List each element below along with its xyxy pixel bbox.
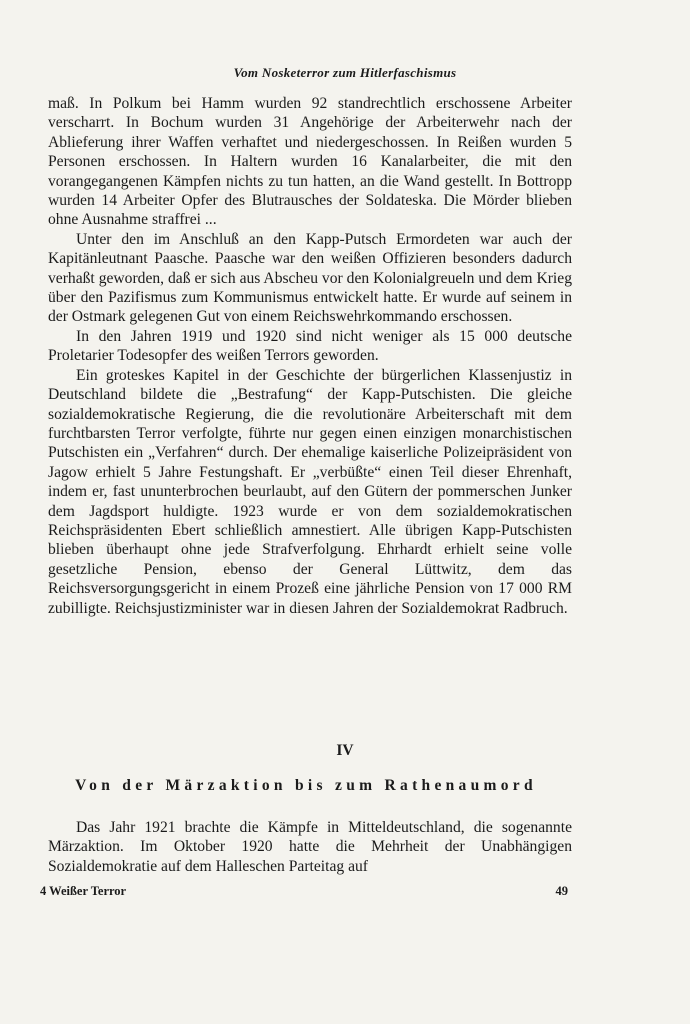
paragraph-4: Ein groteskes Kapitel in der Geschichte der bürgerlichen Klassenjustiz in Deutschland bildete die „Bestrafung“ der Kapp-Putschisten. Die gleiche sozialdemokratische Regierung, die die revolutionäre Arbeiterschaft mit dem furchtbarsten Terror verfolgte, führte nur gegen einen einzigen monarchistischen Putschisten ein „Verfahren“ durch. Der ehemalige kaiserliche Polizeipräsident von Jagow erhielt 5 Jahre Festungshaft. Er „verbüßte“ einen Teil dieser Ehrenhaft, indem er, fast ununterbrochen beurlaubt, auf den Gütern der pommerschen Junker dem Jagdsport huldigte. 1923 wurde er von dem sozialdemokratischen Reichspräsidenten Ebert schließlich amnestiert. Alle übrigen Kapp-Putschisten blieben überhaupt ohne jede Strafverfolgung. Ehrhardt erhielt seine volle gesetzliche Pension, ebenso der General Lüttwitz, dem das Reichsversorgungsgericht in einem Prozeß eine jährliche Pension von 17 000 RM zubilligte. Reichsjustizminister war in diesen Jahren der Sozialdemokrat Radbruch. (48, 366, 572, 617)
paragraph-3: In den Jahren 1919 und 1920 sind nicht weniger als 15 000 deutsche Proletarier Todesopfer des weißen Terrors geworden. (48, 327, 572, 365)
running-head: Vom Nosketerror zum Hitlerfaschismus (233, 65, 457, 80)
printer-signature: 4 Weißer Terror (40, 884, 127, 898)
paragraph-1: maß. In Polkum bei Hamm wurden 92 standrechtlich erschossene Arbeiter verscharrt. In Bochum wurden 31 Angehörige der Arbeiterwehr nach der Ablieferung ihrer Waffen verhaftet und niedergeschossen. In Reißen wurden 5 Personen erschossen. In Haltern wurden 16 Kanalarbeiter, die mit den vorangegangenen Kämpfen nichts zu tun hatten, an die Wand gestellt. In Bottropp wurden 14 Arbeiter Opfer des Blutrausches der Soldateska. Die Mörder blieben ohne Ausnahme straffrei ... (48, 95, 572, 229)
section-title: Von der Märzaktion bis zum Rathenaumord (75, 777, 537, 794)
section-paragraph: Das Jahr 1921 brachte die Kämpfe in Mitteldeutschland, die sogenannte Märzaktion. Im Oktober 1920 hatte die Mehrheit der Unabhängigen Sozialdemokratie auf dem Halleschen Parteitag auf (48, 819, 572, 875)
section-text (48, 818, 572, 876)
section-number: IV (336, 742, 354, 759)
paragraph-2: Unter den im Anschluß an den Kapp-Putsch Ermordeten war auch der Kapitänleutnant Paasche. Paasche war den weißen Offizieren besonders dadurch verhaßt geworden, daß er sich aus Abscheu vor den Kolonialgreueln und dem Krieg über den Pazifismus zum Kommunismus entwickelt hatte. Er wurde auf seinem in der Ostmark gelegenen Gut von einem Reichswehrkommando erschossen. (48, 230, 572, 326)
main-text (48, 94, 572, 618)
page-number: 49 (555, 884, 568, 898)
